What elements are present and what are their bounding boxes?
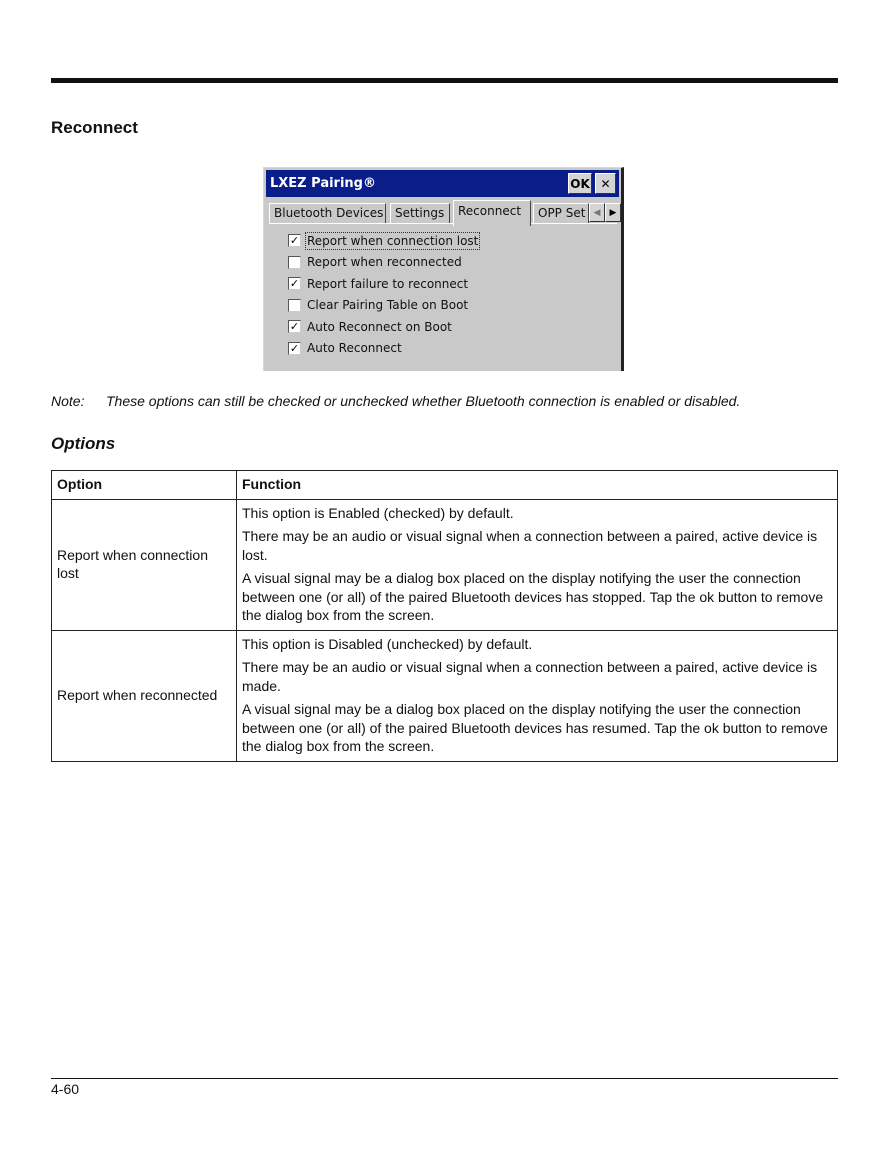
column-header-option: Option [52,471,237,500]
options-table [51,470,838,762]
header-rule [51,78,838,83]
checkbox[interactable]: ✓ [289,234,300,248]
option-label: Auto Reconnect on Boot [307,319,452,334]
note-text: These options can still be checked or unchecked whether Bluetooth connection is enabled or disabled. [106,393,741,409]
checkbox[interactable]: ✓ [289,277,300,291]
section-title: Reconnect [51,118,138,137]
checkbox[interactable]: ✓ [289,320,300,334]
function-paragraph: There may be an audio or visual signal when a connection between a paired, active device is lost. [242,528,818,563]
option-label: Report when connection lost [307,233,479,248]
function-paragraph: A visual signal may be a dialog box placed on the display notifying the user the connection between one (or all) of the paired Bluetooth devices has stopped. Tap the ok button to remove the dialog box from the screen. [242,570,824,623]
tab-opp-settings[interactable]: OPP Set [533,203,589,224]
table-row [52,630,838,761]
option-label: Report when reconnected [307,255,462,270]
reconnect-options [288,230,478,359]
page-number: 4-60 [51,1081,80,1097]
checkbox[interactable] [288,256,301,269]
column-header-function: Function [237,471,838,500]
tab-reconnect[interactable]: Reconnect [453,200,531,226]
footer-rule [51,1078,838,1079]
tab-bar [269,200,617,224]
tab-scroll-left-icon[interactable]: ◀ [589,203,605,222]
option-report-reconnected[interactable] [288,252,478,274]
note-label: Note: [51,393,85,409]
tab-settings[interactable]: Settings [390,203,450,224]
option-clear-pairing-table[interactable] [288,295,478,317]
checkbox[interactable] [288,299,301,312]
options-heading: Options [51,434,116,453]
option-label: Report failure to reconnect [307,276,469,291]
device-screenshot [263,167,624,371]
option-label: Clear Pairing Table on Boot [307,298,469,313]
tab-bluetooth-devices[interactable]: Bluetooth Devices [269,203,386,224]
option-cell: Report when reconnected [52,630,237,761]
checkbox[interactable]: ✓ [289,341,300,355]
function-paragraph: A visual signal may be a dialog box placed on the display notifying the user the connection between one (or all) of the paired Bluetooth devices has resumed. Tap the ok button to remove the dialog box from the screen. [242,701,828,754]
option-cell: Report when connection lost [52,499,237,630]
note [51,393,740,409]
option-auto-reconnect-boot[interactable] [288,316,478,338]
option-report-connection-lost[interactable] [288,230,478,252]
function-paragraph: This option is Disabled (unchecked) by default. [242,635,533,652]
ok-button[interactable]: OK [568,173,592,194]
close-icon[interactable]: ✕ [595,173,616,194]
table-header-row [52,471,838,500]
window-titlebar [266,170,619,197]
option-auto-reconnect[interactable] [288,338,478,360]
function-cell [237,630,838,761]
window-title: LXEZ Pairing® [270,176,376,191]
table-row [52,499,838,630]
tab-panel-border [269,223,617,224]
option-label: Auto Reconnect [307,341,402,356]
function-paragraph: There may be an audio or visual signal when a connection between a paired, active device is made. [242,659,818,694]
option-report-failure[interactable] [288,273,478,295]
function-paragraph: This option is Enabled (checked) by default. [242,504,514,521]
function-cell [237,499,838,630]
tab-scroll-right-icon[interactable]: ▶ [605,203,621,222]
